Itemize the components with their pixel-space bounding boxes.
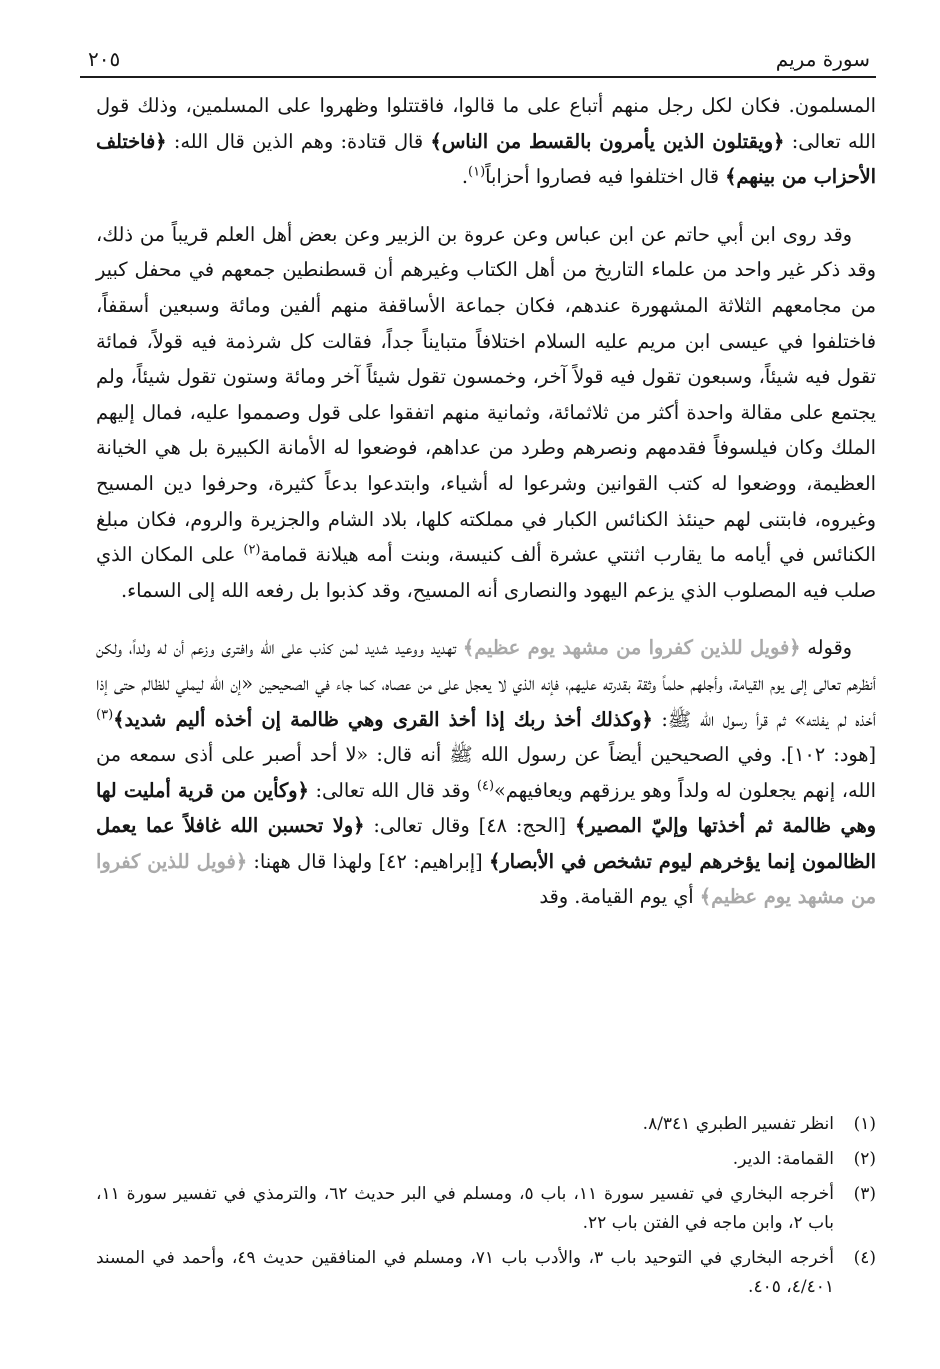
text-run: وقوله: [800, 636, 852, 660]
quran-verse-faint: ﴿فويل للذين كفروا من مشهد يوم عظيم﴾: [462, 636, 801, 660]
text-run: على المكان الذي صلب فيه المصلوب الذي يزعم اليهود والنصارى أنه المسيح، وقد كذبوا بل رفعه الله إلى السماء.: [96, 543, 876, 602]
text-run: .: [461, 165, 468, 189]
text-run: وقد روى ابن أبي حاتم عن ابن عباس وعن عروة بن الزبير وعن بعض أهل العلم قريباً من ذلك، وقد ذكر غير واحد من علماء التاريخ من أهل الكتاب وغيرهم أن قسطنطين جمعهم في محفل كبير من مجامعهم الثلاثة المشهورة عندهم، فكان جماعة الأساقفة منهم ألفين ومائة وسبعين أسقفاً، فاختلفوا في عيسى ابن مريم عليه السلام اختلافاً متبايناً جداً، فقالت كل شرذمة فيه قولاً، فمائة تقول فيه شيئاً، وسبعون تقول فيه قولاً آخر، وخمسون تقول شيئاً آخر ومائة وستون تقول شيئاً، ولم يجتمع على مقالة واحدة أكثر من ثلاثمائة، وثمانية منهم اتفقوا على قول وصمموا عليه، فمال إليهم الملك وكان فيلسوفاً فقدمهم ونصرهم وطرد من عداهم، فوضعوا له الأمانة الكبيرة بل هي الخيانة العظيمة، ووضعوا له كتب القوانين وشرعوا له أشياء، وابتدعوا بدعاً كثيرة، وحرفوا دين المسيح وغيروه، فابتنى لهم حينئذ الكنائس الكبار في مملكته كلها، بلاد الشام والجزيرة والروم، فكان مبلغ الكنائس في أيامه ما يقارب اثنتي عشرة ألف كنيسة، وبنت أمه هيلانة قمامة: [96, 222, 876, 567]
footnote: [96, 1145, 876, 1174]
text-run: تهديد ووعيد شديد لمن كذب على الله وافترى وزعم أن له ولداً، ولكن أنظرهم تعالى إلى يوم القيامة، وأجلهم حلماً وثقة بقدرته عليهم، فإنه الذي لا يعجل على من عصاه، كما جاء في الصحيحين «إن الله ليملي للظالم حتى إذا أخذه لم يفلته» ثم قرأ رسول الله ﷺ:: [96, 636, 876, 731]
quran-verse: ﴿وكأين من قرية أمليت لها وهي ظالمة ثم أخذتها وإليّ المصير﴾: [96, 778, 876, 838]
footnote-number: (٤): [853, 1248, 876, 1268]
footnote-ref: (٢): [243, 542, 261, 558]
text-run: قال اختلفوا فيه فصاروا أحزاباً: [485, 165, 726, 189]
footnote: [96, 1244, 876, 1302]
footnote: [96, 1110, 876, 1139]
quran-verse: ﴿فاختلف الأحزاب من بينهم﴾: [96, 129, 876, 189]
page-header: [88, 45, 870, 75]
footnote-ref: (٤): [476, 778, 495, 794]
footnote-text: القمامة: الدير.: [732, 1149, 834, 1169]
footnote-number: (١): [853, 1114, 876, 1134]
page-number: ٢٠٥: [88, 47, 121, 71]
footnote-text: أخرجه البخاري في التوحيد باب ٣، والأدب باب ٧١، ومسلم في المنافقين حديث ٤٩، وأحمد في المسند ٤/٤٠١، ٤٠٥.: [96, 1248, 834, 1297]
footnote: [96, 1180, 876, 1238]
footnote-number: (٢): [853, 1149, 876, 1169]
quran-verse: ﴿وكذلك أخذ ربك إذا أخذ القرى وهي ظالمة إن أخذه أليم شديد﴾: [113, 707, 653, 731]
footnote-text: أخرجه البخاري في تفسير سورة ١١، باب ٥، ومسلم في البر حديث ٦٢، والترمذي في تفسير سورة ١١، باب ٢، وابن ماجه في الفتن باب ٢٢.: [96, 1184, 834, 1233]
paragraph-1: [96, 88, 876, 195]
text-run: [إبراهيم: ٤٢] ولهذا قال ههنا:: [247, 849, 490, 873]
paragraph-3: [96, 630, 876, 915]
text-run: قال قتادة: وهم الذين قال الله:: [166, 129, 431, 153]
footnote-ref: (٣): [96, 707, 114, 723]
quran-verse: ﴿ويقتلون الذين يأمرون بالقسط من الناس﴾: [430, 129, 785, 153]
header-rule: [80, 76, 876, 78]
quran-verse-faint: ﴿فويل للذين كفروا من مشهد يوم عظيم﴾: [96, 849, 876, 909]
text-run: [الحج: ٤٨] وقال تعالى:: [364, 814, 575, 838]
quran-verse: ﴿ولا تحسبن الله غافلاً عما يعمل الظالمون إنما يؤخرهم ليوم تشخص في الأبصار﴾: [96, 814, 876, 873]
text-run: المسلمون. فكان لكل رجل منهم أتباع على ما قالوا، فاقتتلوا وظهروا على المسلمين، وذلك قول الله تعالى:: [96, 94, 877, 153]
footnote-text: انظر تفسير الطبري ٨/٣٤١.: [642, 1114, 834, 1134]
text-run: وقد قال الله تعالى:: [308, 778, 477, 802]
text-run: [هود: ١٠٢]. وفي الصحيحين أيضاً عن رسول الله ﷺ أنه قال: «لا أحد أصبر على أذى سمعه من الله، إنهم يجعلون له ولداً وهو يرزقهم ويعافيهم»: [96, 743, 876, 802]
surah-title: سورة مريم: [775, 47, 870, 71]
text-run: أي يوم القيامة. وقد: [539, 885, 700, 909]
footnote-ref: (١): [468, 164, 486, 180]
footnotes: [96, 1110, 876, 1308]
footnote-number: (٣): [853, 1184, 876, 1204]
main-text: [96, 88, 876, 915]
paragraph-2: [96, 217, 876, 609]
